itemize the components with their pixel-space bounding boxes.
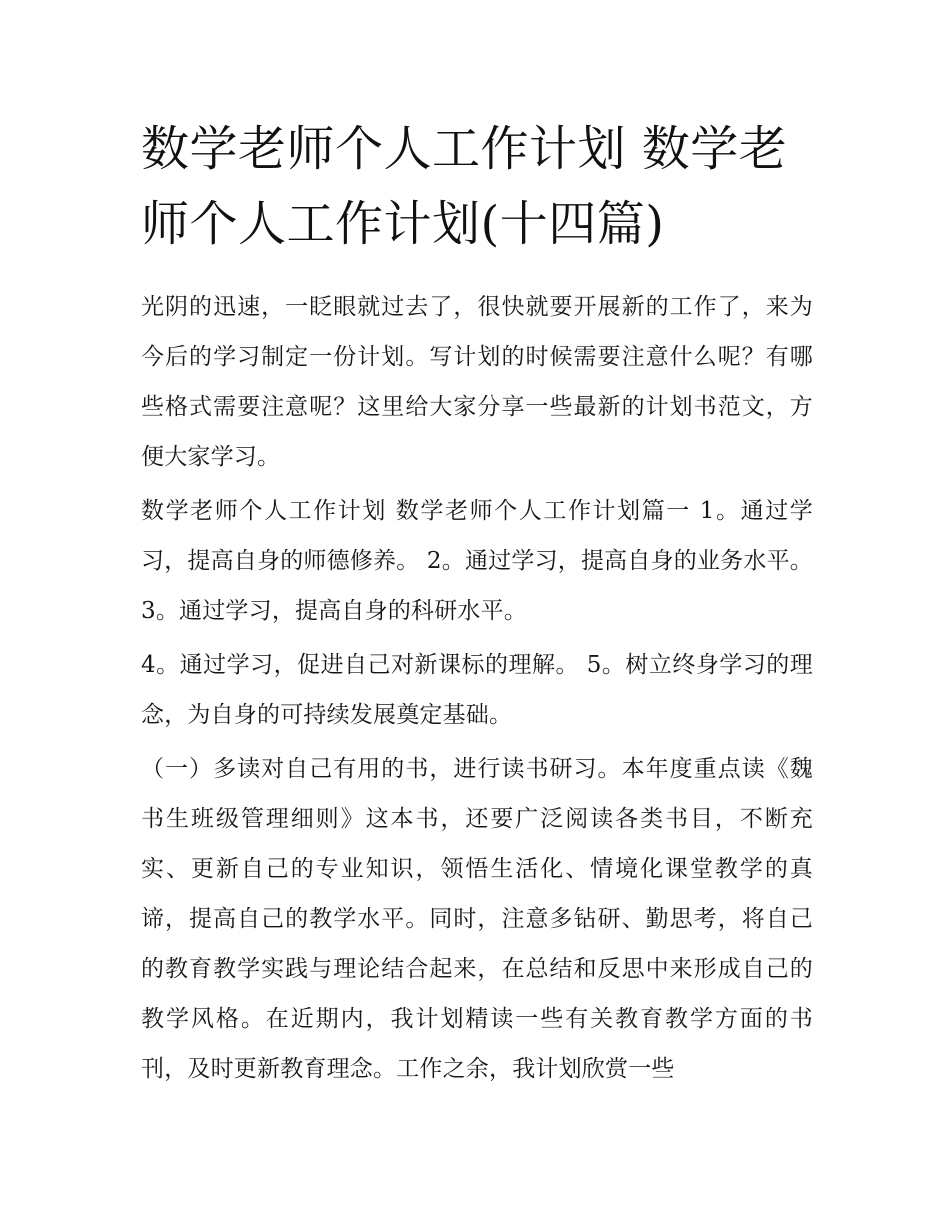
- reading-plan-paragraph: （一）多读对自己有用的书，进行读书研习。本年度重点读《魏书生班级管理细则》这本书，还要广泛阅读各类书目，不断充实、更新自己的专业知识，领悟生活化、情境化课堂教学的真谛，提高自己的教学水平。同时，注意多钻研、勤思考，将自己的教育教学实践与理论结合起来，在总结和反思中来形成自己的教学风格。在近期内，我计划精读一些有关教育教学方面的书刊，及时更新教育理念。工作之余，我计划欣赏一些: [141, 756, 813, 1082]
- plan-section-paragraph: 数学老师个人工作计划 数学老师个人工作计划篇一 1。通过学习，提高自身的师德修养。 2。通过学习，提高自身的业务水平。 3。通过学习，提高自身的科研水平。: [141, 498, 813, 624]
- plan-goals-paragraph: 4。通过学习，促进自己对新课标的理解。 5。树立终身学习的理念，为自身的可持续发展奠定基础。: [141, 652, 813, 728]
- document-content: [141, 112, 813, 1098]
- intro-paragraph: 光阴的迅速，一眨眼就过去了，很快就要开展新的工作了，来为今后的学习制定一份计划。写计划的时候需要注意什么呢？有哪些格式需要注意呢？这里给大家分享一些最新的计划书范文，方便大家学习。: [141, 294, 813, 470]
- document-title: 数学老师个人工作计划 数学老师个人工作计划(十四篇): [141, 121, 788, 252]
